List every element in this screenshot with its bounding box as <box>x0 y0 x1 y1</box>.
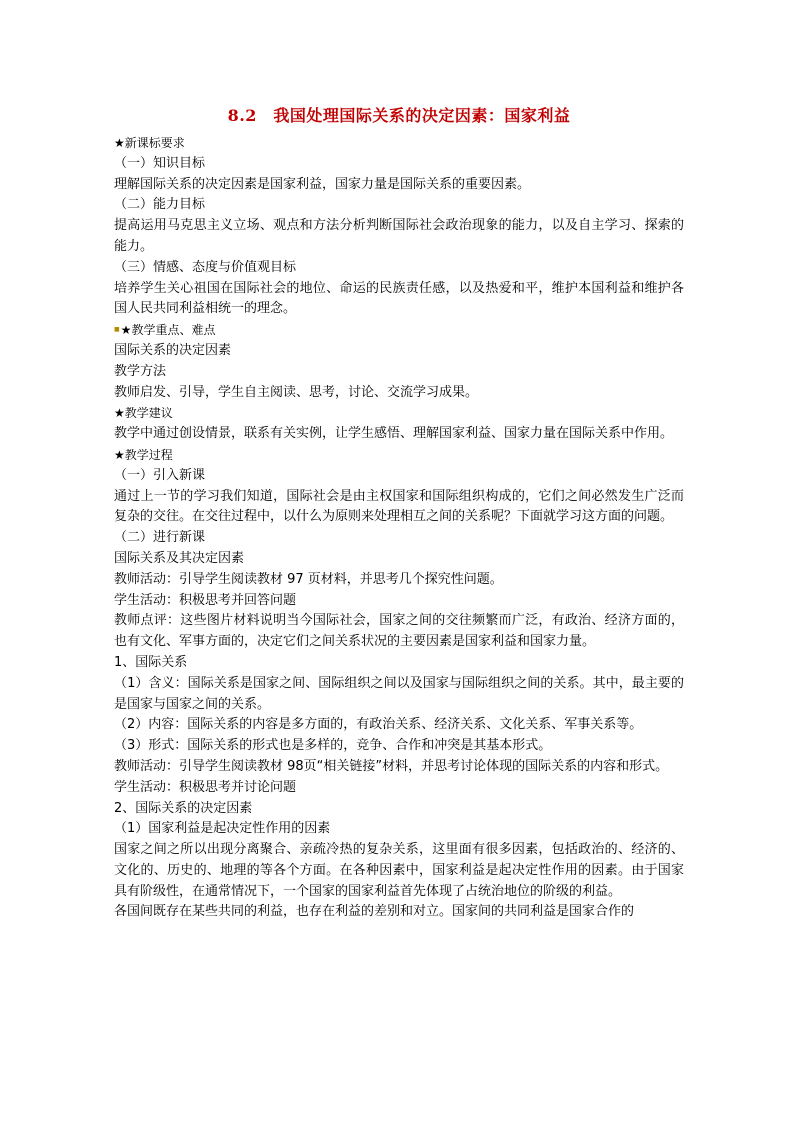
paragraph-text: （三）情感、态度与价值观目标 <box>114 259 297 275</box>
paragraph <box>114 424 684 445</box>
paragraph <box>114 528 684 549</box>
paragraph <box>114 715 684 736</box>
paragraph-text: （二）进行新课 <box>114 530 206 546</box>
paragraph-text: 国家之间之所以出现分离聚合、亲疏冷热的复杂关系，这里面有很多因素，包括政治的、经济的、文化的、历史的、地理的等各个方面。在各种因素中，国家利益是起决定性作用的因素。由于国家具有阶级性，在通常情况下，一个国家的国家利益首先体现了占统治地位的阶级的利益。 <box>114 842 684 899</box>
paragraph-text: 教师活动：引导学生阅读教材 98页“相关链接”材料，并思考讨论体现的国际关系的内容和形式。 <box>114 758 669 774</box>
paragraph <box>114 591 684 612</box>
section-heading <box>114 320 684 341</box>
paragraph <box>114 195 684 216</box>
star-icon: ★ <box>120 323 132 338</box>
paragraph <box>114 819 684 840</box>
star-icon: ★ <box>114 136 125 150</box>
star-icon: ★ <box>114 447 125 462</box>
paragraph-text: 教学过程 <box>124 447 173 462</box>
paragraph <box>114 653 684 674</box>
bullet-mark-icon: ■ <box>114 326 120 334</box>
paragraph-text: （2）内容：国际关系的内容是多方面的，有政治关系、经济关系、文化关系、军事关系等。 <box>114 717 643 733</box>
paragraph <box>114 757 684 778</box>
paragraph-text: （二）能力目标 <box>114 197 206 213</box>
paragraph-text: 教学中通过创设情景，联系有关实例，让学生感悟、理解国家利益、国家力量在国际关系中作用。 <box>114 426 674 442</box>
paragraph-text: 教师点评：这些图片材料说明当今国际社会，国家之间的交往频繁而广泛，有政治、经济方面的，也有文化、军事方面的，决定它们之间关系状况的主要因素是国家利益和国家力量。 <box>114 613 684 650</box>
paragraph <box>114 611 684 653</box>
paragraph <box>114 362 684 383</box>
paragraph-text: 学生活动：积极思考并讨论问题 <box>114 779 297 795</box>
paragraph <box>114 799 684 820</box>
paragraph-text: 理解国际关系的决定因素是国家利益，国家力量是国际关系的重要因素。 <box>114 176 531 192</box>
section-heading <box>114 133 684 154</box>
paragraph-text: 各国间既存在某些共同的利益，也存在利益的差别和对立。国家间的共同利益是国家合作的 <box>114 904 635 920</box>
paragraph <box>114 175 684 196</box>
paragraph <box>114 279 684 321</box>
paragraph-text: 教师启发、引导，学生自主阅读、思考，讨论、交流学习成果。 <box>114 384 479 400</box>
paragraph-text: （一）引入新课 <box>114 467 206 483</box>
paragraph <box>114 383 684 404</box>
paragraph-text: 教师活动：引导学生阅读教材 97 页材料，并思考几个探究性问题。 <box>114 571 503 587</box>
paragraph <box>114 341 684 362</box>
paragraph-text: （1）含义：国际关系是国家之间、国际组织之间以及国家与国际组织之间的关系。其中，最主要的是国家与国家之间的关系。 <box>114 675 684 712</box>
paragraph <box>114 549 684 570</box>
paragraph-text: 学生活动：积极思考并回答问题 <box>114 592 297 608</box>
paragraph-text: 通过上一节的学习我们知道，国际社会是由主权国家和国际组织构成的，它们之间必然发生广泛而复杂的交往。在交往过程中，以什么为原则来处理相互之间的关系呢？下面就学习这方面的问题。 <box>114 488 684 525</box>
star-icon: ★ <box>114 406 125 421</box>
paragraph-text: 2、国际关系的决定因素 <box>114 800 253 816</box>
paragraph-text: 培养学生关心祖国在国际社会的地位、命运的民族责任感，以及热爱和平，维护本国利益和维护各国人民共同利益相统一的理念。 <box>114 280 684 317</box>
section-heading <box>114 445 684 466</box>
document-title: 8.2 我国处理国际关系的决定因素：国家利益 <box>227 106 571 125</box>
document-page <box>114 105 684 923</box>
paragraph <box>114 216 684 258</box>
paragraph-text: （一）知识目标 <box>114 155 206 171</box>
paragraph-text: 国际关系的决定因素 <box>114 342 232 358</box>
paragraph <box>114 840 684 902</box>
paragraph-text: 教学方法 <box>114 363 167 379</box>
paragraph <box>114 570 684 591</box>
paragraph-text: 教学重点、难点 <box>131 323 216 338</box>
paragraph <box>114 258 684 279</box>
paragraph <box>114 487 684 529</box>
paragraph-text: 国际关系及其决定因素 <box>114 550 245 566</box>
document-body <box>114 133 684 923</box>
paragraph-text: 新课标要求 <box>124 136 185 150</box>
paragraph-text: 提高运用马克思主义立场、观点和方法分析判断国际社会政治现象的能力，以及自主学习、探索的能力。 <box>114 218 684 254</box>
paragraph-text: 1、国际关系 <box>114 654 188 670</box>
paragraph <box>114 674 684 716</box>
paragraph <box>114 902 684 923</box>
paragraph-text: （3）形式：国际关系的形式也是多样的，竞争、合作和冲突是其基本形式。 <box>114 738 552 754</box>
paragraph <box>114 154 684 175</box>
paragraph <box>114 778 684 799</box>
paragraph <box>114 466 684 487</box>
paragraph <box>114 736 684 757</box>
section-heading <box>114 403 684 424</box>
paragraph-text: 教学建议 <box>124 406 173 421</box>
paragraph-text: （1）国家利益是起决定性作用的因素 <box>114 821 331 837</box>
